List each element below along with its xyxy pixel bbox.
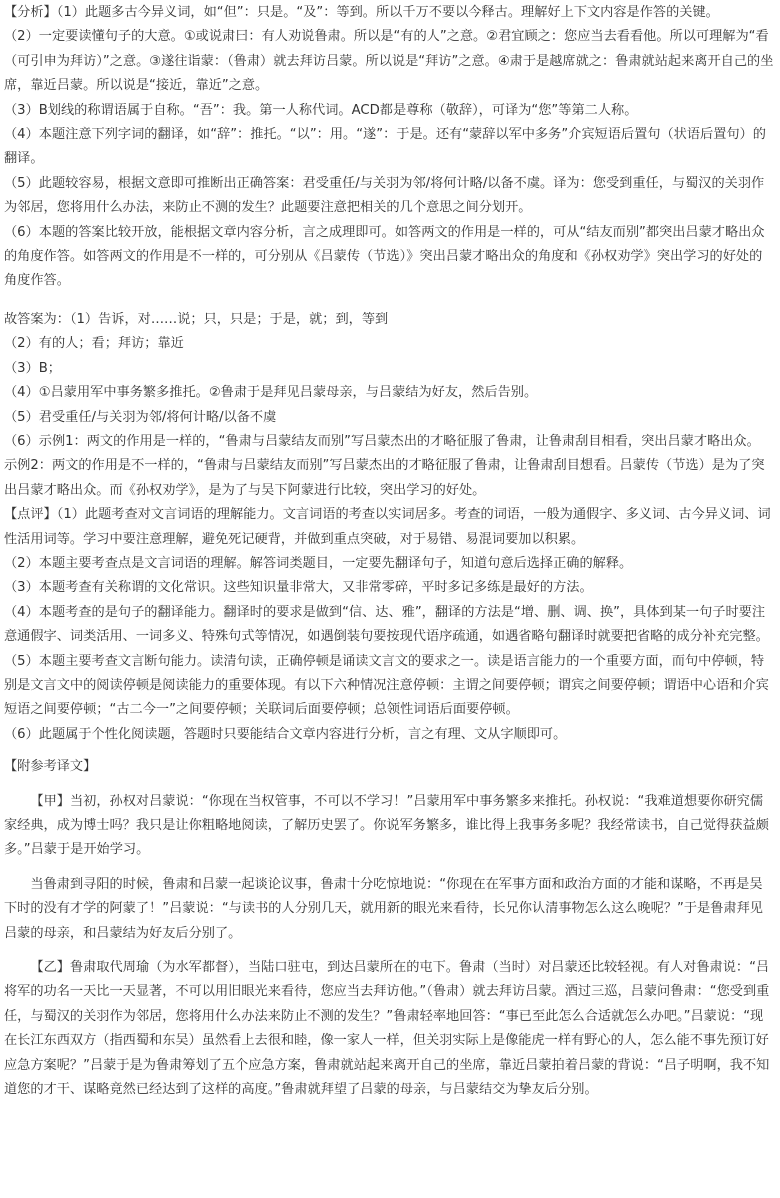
translation-paragraph-3: 【乙】鲁肃取代周瑜（为水军都督），当陆口驻屯，到达吕蒙所在的屯下。鲁肃（当时）对吕蒙还比较轻视。有人对鲁肃说：“吕将军的功名一天比一天显著，不可以用旧眼光来看待，您应当去拜访他。”（鲁肃）就去拜访吕蒙。酒过三巡，吕蒙问鲁肃：“您受到重任，与蜀汉的关羽作为邻居，您将用什么办法来防止不测的发生？”鲁肃轻率地回答：“事已至此怎么合适就怎么办吧。”吕蒙说：“现在长江东西双方（指西蜀和东吴）虽然看上去很和睦，像一家人一样，但关羽实际上是像能虎一样有野心的人，怎么能不事先预订好应急方案呢？”吕蒙于是为鲁肃筹划了五个应急方案，鲁肃就站起来离开自己的坐席，靠近吕蒙拍着吕蒙的背说：“吕子明啊，我不知道您的才干、谋略竟然已经达到了这样的高度。”鲁肃就拜望了吕蒙的母亲，与吕蒙结交为挚友后分别。 [4,960,770,1098]
analysis-label: 【分析】 [4,5,57,20]
spacer [4,294,774,308]
comment-item-6: （6）此题属于个性化阅读题，答题时只要能结合文章内容进行分析，言之有理、文从字顺即可。 [4,726,567,742]
comment-item-2: （2）本题主要考查点是文言词语的理解。解答词类题目，一定要先翻译句子，知道句意后选择正确的解释。 [4,555,633,571]
translation-paragraph-1: 【甲】当初，孙权对吕蒙说：“你现在当权管事，不可以不学习！”吕蒙用军中事务繁多来推托。孙权说：“我难道想要你研究儒家经典，成为博士吗？我只是让你粗略地阅读，了解历史罢了。你说军务繁多，谁比得上我事务多呢？我经常读书，自己觉得获益颇多。”吕蒙于是开始学习。 [4,793,769,858]
answer-item-6-example-1: （6）示例1：两文的作用是一样的，“鲁肃与吕蒙结友而别”写吕蒙杰出的才略征服了鲁肃，让鲁肃刮目相看，突出吕蒙才略出众。 [4,433,760,449]
analysis-item-5: （5）此题较容易，根据文意即可推断出正确答案：君受重任/与关羽为邻/将何计略/以备不虞。译为：您受到重任，与蜀汉的关羽作为邻居，您将用什么办法，来防止不测的发生？此题要注意把相关的几个意思之间分划开。 [4,175,765,216]
translation-section [4,755,774,1102]
analysis-item-6: （6）本题的答案比较开放，能根据文章内容分析，言之成理即可。如答两文的作用是一样的，可从“结友而别”都突出吕蒙才略出众的角度作答。如答两文的作用是不一样的，可分别从《吕蒙传（节选）》突出吕蒙才略出众的角度和《孙权劝学》突出学习的好处的角度作答。 [4,224,765,289]
analysis-item-2: （2）一定要读懂句子的大意。①或说肃曰：有人劝说鲁肃。所以是“有的人”之意。②君宜顾之：您应当去看看他。所以可理解为“看（可引申为拜访）”之意。③遂往诣蒙：（鲁肃）就去拜访吕蒙。所以说是“拜访”之意。④肃于是越席就之：鲁肃就站起来离开自己的坐席，靠近吕蒙。所以说是“接近，靠近”之意。 [4,29,774,94]
answers-intro: 故答案为：（1）告诉，对……说；只，只是；于是，就；到，等到 [4,311,389,327]
comment-label: 【点评】 [4,507,57,523]
answer-item-4: （4）①吕蒙用军中事务繁多推托。②鲁肃于是拜见吕蒙母亲，与吕蒙结为好友，然后告别。 [4,385,538,401]
translation-heading: 【附参考译文】 [4,759,97,775]
comment-item-3: （3）本题考查有关称谓的文化常识。这些知识量非常大，又非常零碎，平时多记多练是最好的方法。 [4,580,593,596]
comment-item-4: （4）本题考查的是句子的翻译能力。翻译时的要求是做到“信、达、雅”，翻译的方法是“增、删、调、换”，具体到某一句子时要注意通假字、词类活用、一词多义、特殊句式等情况，如遇倒装句要按现代语序疏通，如遇省略句翻译时就要把省略的成分补充完整。 [4,604,769,645]
comment-item-1: 【点评】（1）此题考查对文言词语的理解能力。文言词语的考查以实词居多。考查的词语，一般为通假字、多义词、古今异义词、词性活用词等。学习中要注意理解，避免死记硬背，并做到重点突破，对于易错、易混词要加以积累。 [4,507,771,547]
answers-section [4,308,774,503]
answer-item-2: （2）有的人；看；拜访；靠近 [4,336,184,352]
answer-item-5: （5）君受重任/与关羽为邻/将何计略/以备不虞 [4,409,277,425]
translation-paragraph-2: 当鲁肃到寻阳的时候，鲁肃和吕蒙一起谈论议事，鲁肃十分吃惊地说：“你现在在军事方面和政治方面的才能和谋略，不再是吴下时的没有才学的阿蒙了！”吕蒙说：“与读书的人分别几天，就用新的眼光来看待，长兄你认清事物怎么这么晚呢？”于是鲁肃拜见吕蒙的母亲，和吕蒙结为好友后分别了。 [4,876,763,941]
answer-item-3: （3）B； [4,360,61,376]
answer-item-6-example-2: 示例2：两文的作用是不一样的，“鲁肃与吕蒙结友而别”写吕蒙杰出的才略征服了鲁肃，让鲁肃刮目想看。吕蒙传（节选）是为了突出吕蒙才略出众。而《孙权劝学》，是为了与吴下阿蒙进行比较，突出学习的好处。 [4,458,765,498]
comment-item-5: （5）本题主要考查文言断句能力。读清句读，正确停顿是诵读文言文的要求之一。读是语言能力的一个重要方面，而句中停顿，特别是文言文中的阅读停顿是阅读能力的重要体现。有以下六种情况注意停顿：主谓之间要停顿；谓宾之间要停顿；谓语中心语和介宾短语之间要停顿；“古二今一”之间要停顿；关联词后面要停顿；总领性词语后面要停顿。 [4,653,769,718]
comment-section [4,503,774,747]
analysis-item-3: （3）B划线的称谓语属于自称。“吾”：我。第一人称代词。ACD都是尊称（敬辞），可译为“您”等第二人称。 [4,102,638,118]
analysis-item-4: （4）本题注意下列字词的翻译，如“辞”：推托。“以”：用。“遂”：于是。还有“蒙辞以军中多务”介宾短语后置句（状语后置句）的翻译。 [4,127,766,167]
analysis-item-1: 【分析】（1）此题多古今异义词，如“但”：只是。“及”：等到。所以千万不要以今释古。理解好上下文内容是作答的关键。 [4,5,719,20]
analysis-section [4,1,774,294]
